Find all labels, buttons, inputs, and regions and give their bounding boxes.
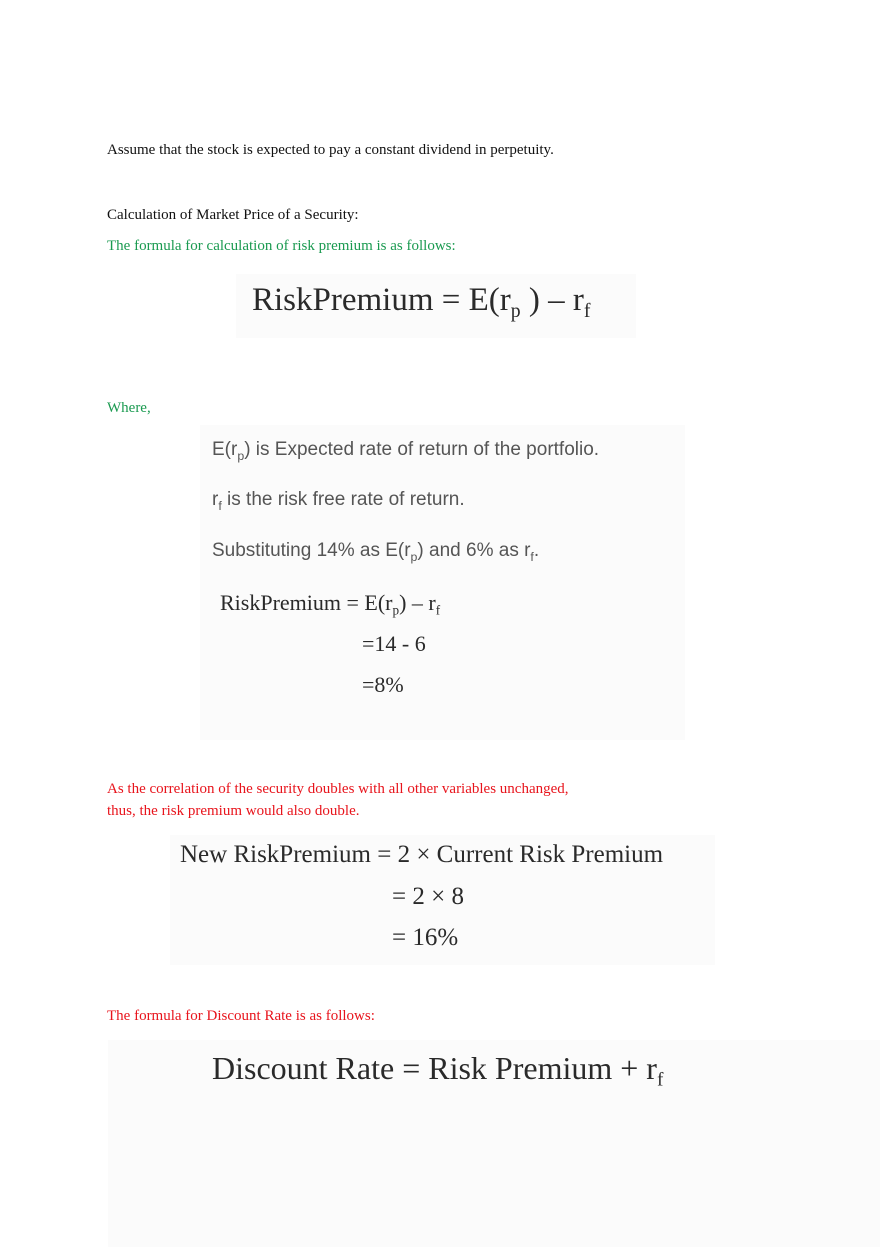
erp-definition: $E(r_p)$ is Expected rate of return of the portfolio.: [212, 439, 600, 463]
definitions-image: [200, 425, 685, 740]
risk-formula-intro: The formula for calculation of risk premium is as follows:: [107, 238, 456, 254]
substitution-text: Substituting 14% as $E(r_p)$ and 6% as $r_f$.: [212, 540, 540, 564]
where-label: Where,: [107, 400, 151, 416]
correlation-line-2: thus, the risk premium would also double.: [107, 803, 360, 819]
new-premium-line-2: = 2 × 8: [392, 883, 464, 910]
formula-lhs-sub: p: [510, 299, 521, 322]
calc-line-3: =8%: [362, 672, 404, 697]
correlation-line-1: As the correlation of the security doubles with all other variables unchanged,: [107, 781, 569, 797]
discount-rate-text: Discount Rate = Risk Premium + $r_f$: [212, 1050, 664, 1091]
new-premium-calculation: [170, 835, 715, 965]
calc-heading: Calculation of Market Price of a Security:: [107, 207, 359, 223]
discount-rate-formula: [108, 1040, 880, 1247]
new-premium-line-1: New RiskPremium = 2 × Current Risk Premium: [180, 841, 664, 868]
formula-mid: ) – r: [520, 282, 584, 318]
calc-line-1: RiskPremium = $E(r_p) - r_f$: [220, 590, 441, 618]
calc-line-2: =14 - 6: [362, 631, 426, 656]
discount-intro: The formula for Discount Rate is as follows:: [107, 1008, 375, 1024]
formula-lhs: RiskPremium = E(r: [252, 282, 511, 318]
rf-definition: $r_f$ is the risk free rate of return.: [212, 489, 465, 513]
risk-premium-formula: [236, 274, 636, 338]
assumption-text: Assume that the stock is expected to pay a constant dividend in perpetuity.: [107, 142, 554, 158]
new-premium-line-3: = 16%: [392, 924, 459, 951]
formula-rhs-sub: f: [583, 299, 591, 322]
